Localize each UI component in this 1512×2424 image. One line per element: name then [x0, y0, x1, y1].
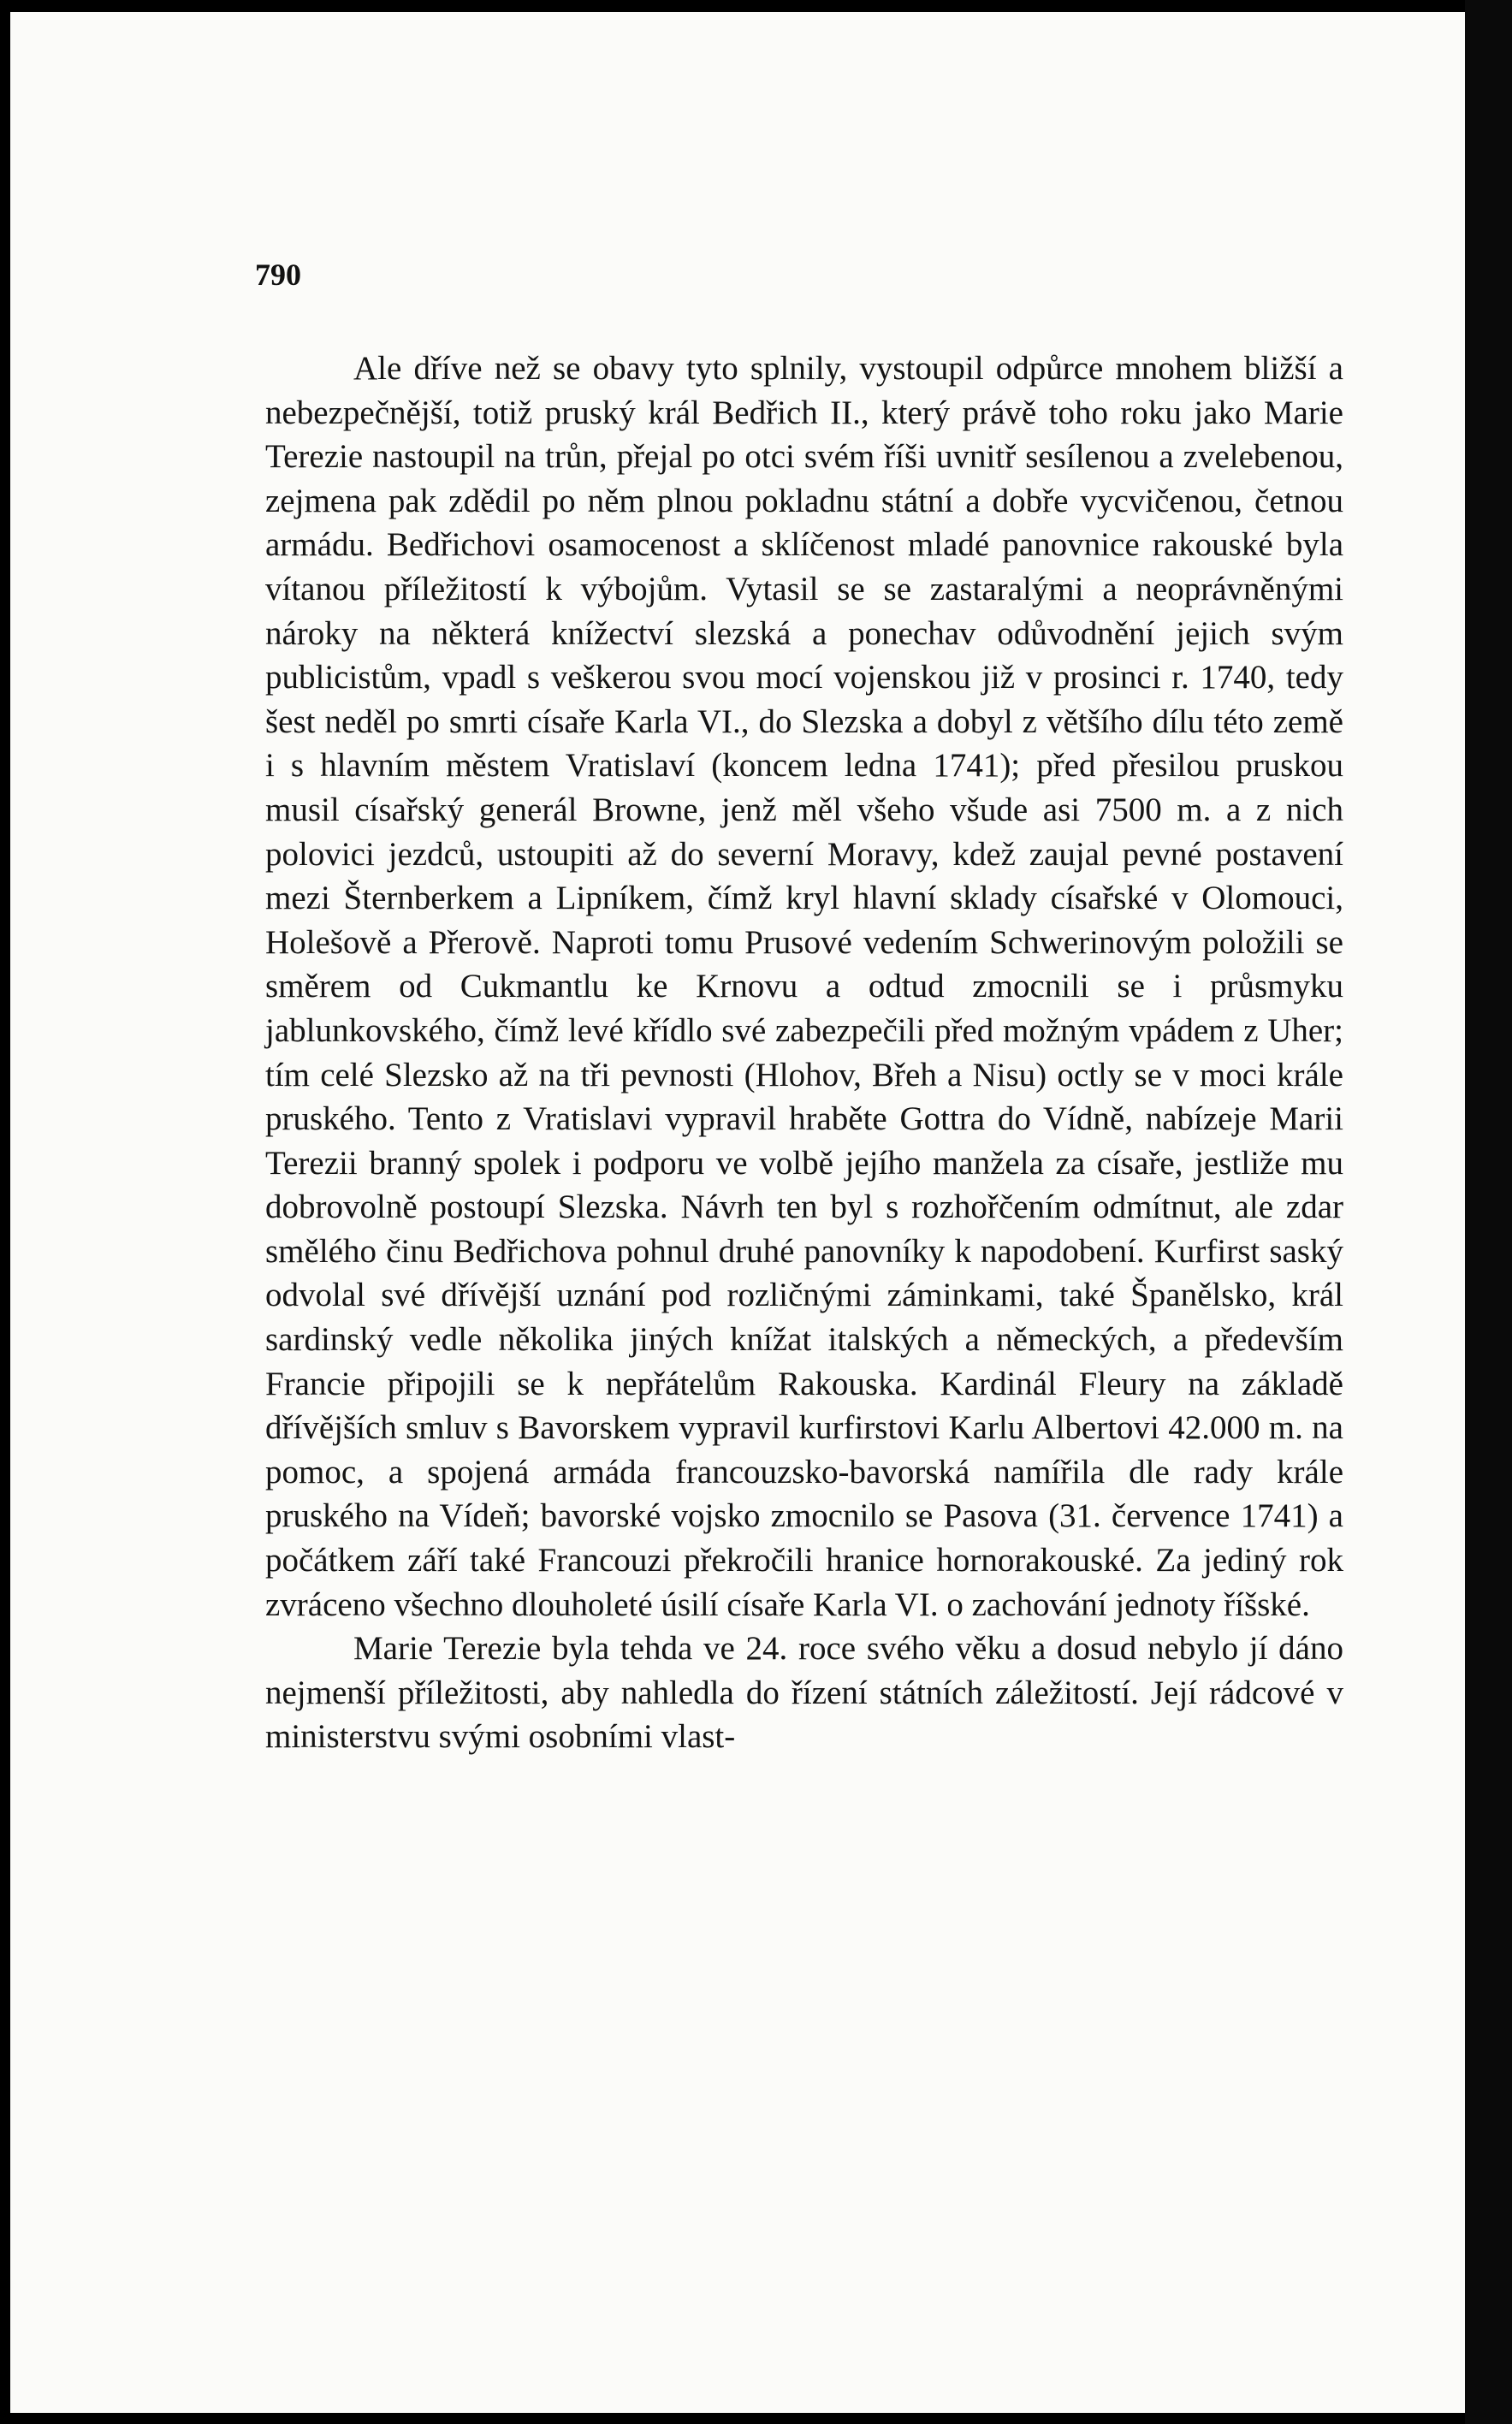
paragraph-2: Marie Terezie byla tehda ve 24. roce svého věku a dosud nebylo jí dáno nejmenší příležitosti, aby nahledla do řízení státních záležitostí. Její rádcové v ministerstvu svými osobními vlast- — [265, 1630, 1343, 1756]
page-number: 790 — [255, 258, 301, 292]
page-edge-shadow — [1465, 0, 1512, 2424]
paragraph-1: Ale dříve než se obavy tyto splnily, vystoupil odpůrce mnohem bližší a nebezpečnější, totiž pruský král Bedřich II., který právě toho roku jako Marie Terezie nastoupil na trůn, přejal po otci svém říši uvnitř sesílenou a zvelebenou, zejmena pak zdědil po něm plnou pokladnu státní a dobře vycvičenou, četnou armádu. Bedřichovi osamocenost a sklíčenost mladé panovnice rakouské byla vítanou příležitostí k výbojům. Vytasil se se zastaralými a neoprávněnými nároky na některá knížectví slezská a ponechav odůvodnění jejich svým publicistům, vpadl s veškerou svou mocí vojenskou již v prosinci r. 1740, tedy šest neděl po smrti císaře Karla VI., do Slezska a dobyl z většího dílu této země i s hlavním městem Vratislaví (koncem ledna 1741); před přesilou pruskou musil císařský generál Browne, jenž měl všeho všude asi 7500 m. a z nich polovici jezdců, ustoupiti až do severní Moravy, kdež zaujal pevné postavení mezi Šternberkem a Lipníkem, čímž kryl hlavní sklady císařské v Olomouci, Holešově a Přerově. Naproti tomu Prusové vedením Schwerinovým položili se směrem od Cukmantlu ke Krnovu a odtud zmocnili se i průsmyku jablunkovského, čímž levé křídlo své zabezpečili před možným vpádem z Uher; tím celé Slezsko až na tři pevnosti (Hlohov, Břeh a Nisu) octly se v moci krále pruského. Tento z Vratislavi vypravil hraběte Gottra do Vídně, nabízeje Marii Terezii branný spolek i podporu ve volbě jejího manžela za císaře, jestliže mu dobrovolně postoupí Slezska. Návrh ten byl s rozhořčením odmítnut, ale zdar smělého činu Bedřichova pohnul druhé panovníky k napodobení. Kurfirst saský odvolal své dřívější uznání pod rozličnými záminkami, také Španělsko, král sardinský vedle několika jiných knížat italských a německých, a především Francie připojili se k nepřátelům Rakouska. Kardinál Fleury na základě dřívějších smluv s Bavorskem vypravil kurfirstovi Karlu Albertovi 42.000 m. na pomoc, a spojená armáda francouzsko-bavorská namířila dle rady krále pruského na Vídeň; bavorské vojsko zmocnilo se Pasova (31. července 1741) a počátkem září také Francouzi překročili hranice hornorakouské. Za jediný rok zvráceno všechno dlouholeté úsilí císaře Karla VI. o zachování jednoty říšské. — [265, 350, 1343, 1623]
body-text — [265, 347, 1343, 1759]
